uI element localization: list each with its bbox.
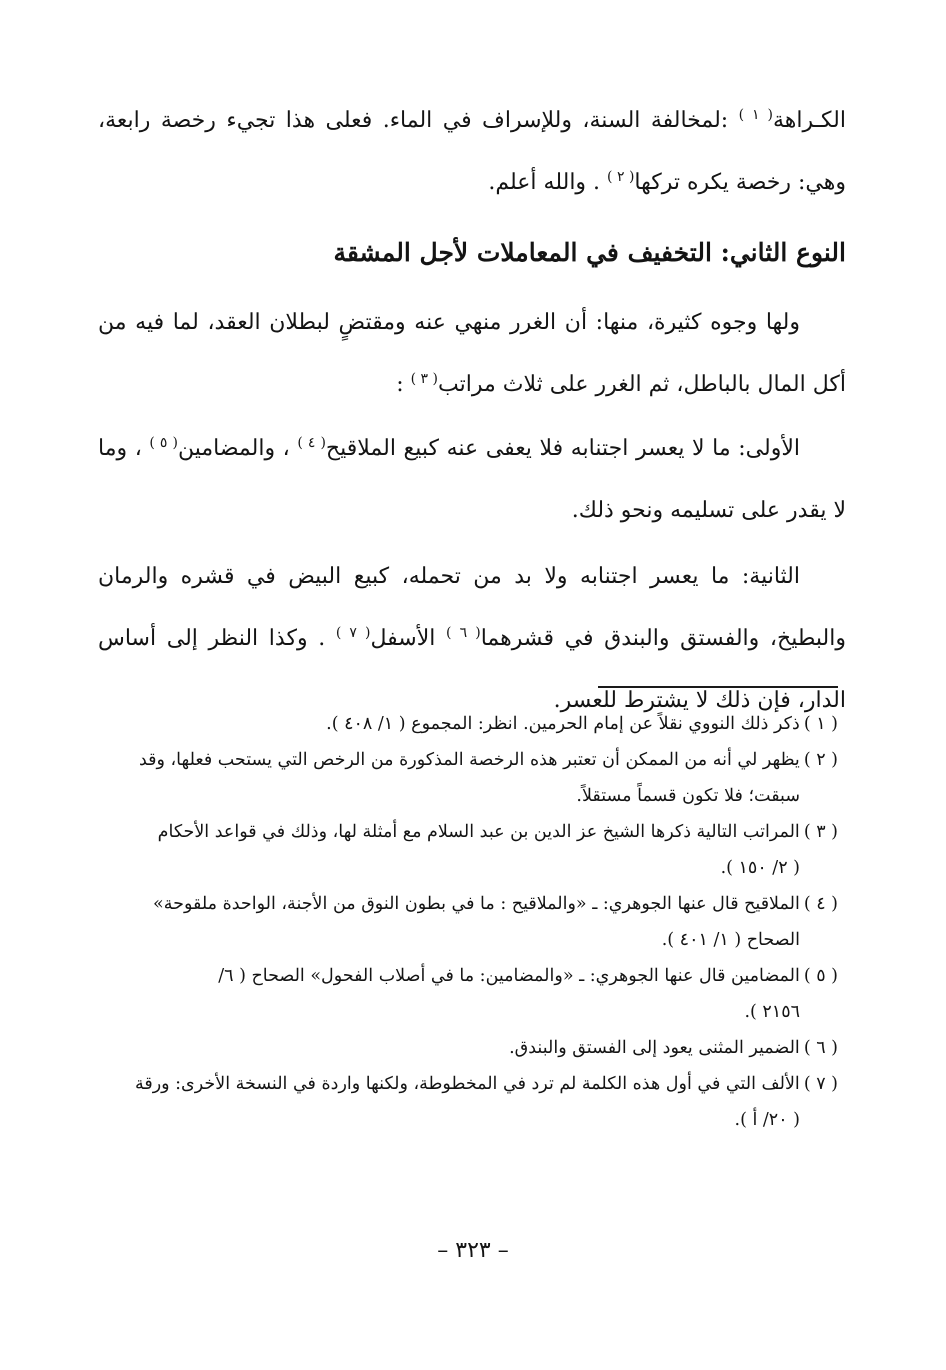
footnote-4 (92, 886, 838, 958)
para1-text-c: . والله أعلم. (488, 170, 608, 195)
para3-text-b: ، والمضامين (177, 436, 298, 461)
page-number: – ٣٢٣ – (437, 1238, 509, 1263)
footnote-number: ( ١ ) (803, 714, 838, 734)
footnote-number: ( ٦ ) (803, 1038, 838, 1058)
footnote-continuation: ( ٢٠/ أ ). (734, 1110, 800, 1130)
para2-text-a: ولها وجوه كثيرة، منها: أن الغرر منهي عنه ومقتضٍ لبطلان العقد، لما فيه من أكل المال بالباطل، ثم الغرر على ثلاث مراتب (98, 310, 846, 397)
footnote-ref-2: ( ٢ ) (607, 169, 635, 185)
footnote-ref-6: ( ٦ ) (446, 625, 481, 641)
footnote-text: الضمير المثنى يعود إلى الفستق والبندق. (509, 1038, 800, 1058)
footnote-ref-7: ( ٧ ) (335, 625, 371, 641)
section-heading: النوع الثاني: التخفيف في المعاملات لأجل المشقة (333, 238, 846, 267)
footnote-number: ( ٢ ) (803, 750, 838, 770)
para4-text-a: الثانية: ما يعسر اجتنابه ولا بد من تحمله، كبيع البيض في قشره والرمان والبطيخ، والفستق والبندق في قشرهما (98, 564, 846, 651)
footnote-5 (92, 958, 838, 1030)
para4-text-b: الأسفل (370, 626, 447, 651)
footnote-separator (598, 686, 838, 688)
footnote-number: ( ٧ ) (803, 1074, 838, 1094)
footnote-continuation: ٢١٥٦ ). (744, 1002, 800, 1022)
footnote-continuation: ( ٢/ ١٥٠ ). (720, 858, 800, 878)
footnote-ref-4: ( ٤ ) (297, 435, 326, 451)
footnote-number: ( ٣ ) (803, 822, 838, 842)
paragraph-2 (98, 292, 846, 416)
footnote-ref-5: ( ٥ ) (149, 435, 178, 451)
footnotes (92, 706, 838, 1138)
footnote-3 (92, 814, 838, 886)
footnote-text: الملاقيح قال عنها الجوهري: ـ «والملاقيح : ما في بطون النوق من الأجنة، الواحدة ملقوحة» (153, 894, 800, 914)
para4-text-c: . وكذا النظر إلى أساس الدار، فإن ذلك لا يشترط للعسر. (98, 626, 846, 713)
footnote-text: ذكر ذلك النووي نقلاً عن إمام الحرمين. انظر: المجموع ( ١/ ٤٠٨ ). (326, 714, 800, 734)
footnote-text: المراتب التالية ذكرها الشيخ عز الدين بن عبد السلام مع أمثلة لها، وذلك في قواعد الأحكام (157, 822, 800, 842)
footnote-6 (92, 1030, 838, 1066)
para3-text-a: الأولى: ما لا يعسر اجتنابه فلا يعفى عنه كبيع الملاقيح (325, 436, 800, 461)
footnote-7 (92, 1066, 838, 1138)
para1-text-a: الكـراهة (772, 108, 846, 133)
footnote-ref-1: ( ١ ) (738, 107, 773, 123)
footnote-continuation: الصحاح ( ١/ ٤٠١ ). (661, 930, 800, 950)
para1-text-b: :لمخالفة السنة، وللإسراف في الماء. فعلى هذا تجيء رخصة رابعة، وهي: رخصة يكره تركها (98, 108, 846, 195)
footnote-ref-3: ( ٣ ) (410, 371, 438, 387)
footnote-text: يظهر لي أنه من الممكن أن تعتبر هذه الرخصة المذكورة من الرخص التي يستحب فعلها، وقد (138, 750, 800, 770)
footnote-continuation: سبقت؛ فلا تكون قسماً مستقلاً. (576, 786, 800, 806)
para3-text-c: ، وما لا يقدر على تسليمه ونحو ذلك. (98, 436, 846, 523)
footnote-1 (92, 706, 838, 742)
paragraph-1 (98, 90, 846, 214)
footnote-number: ( ٤ ) (803, 894, 838, 914)
paragraph-3 (98, 418, 846, 542)
footnote-text: الألف التي في أول هذه الكلمة لم ترد في المخطوطة، ولكنها واردة في النسخة الأخرى: ورقة (134, 1074, 800, 1094)
footnote-text: المضامين قال عنها الجوهري: ـ «والمضامين: ما في أصلاب الفحول» الصحاح ( ٦/ (218, 966, 800, 986)
paragraph-4 (98, 546, 846, 732)
para2-text-b: : (396, 372, 411, 397)
footnote-2 (92, 742, 838, 814)
footnote-number: ( ٥ ) (803, 966, 838, 986)
main-text (98, 90, 846, 732)
